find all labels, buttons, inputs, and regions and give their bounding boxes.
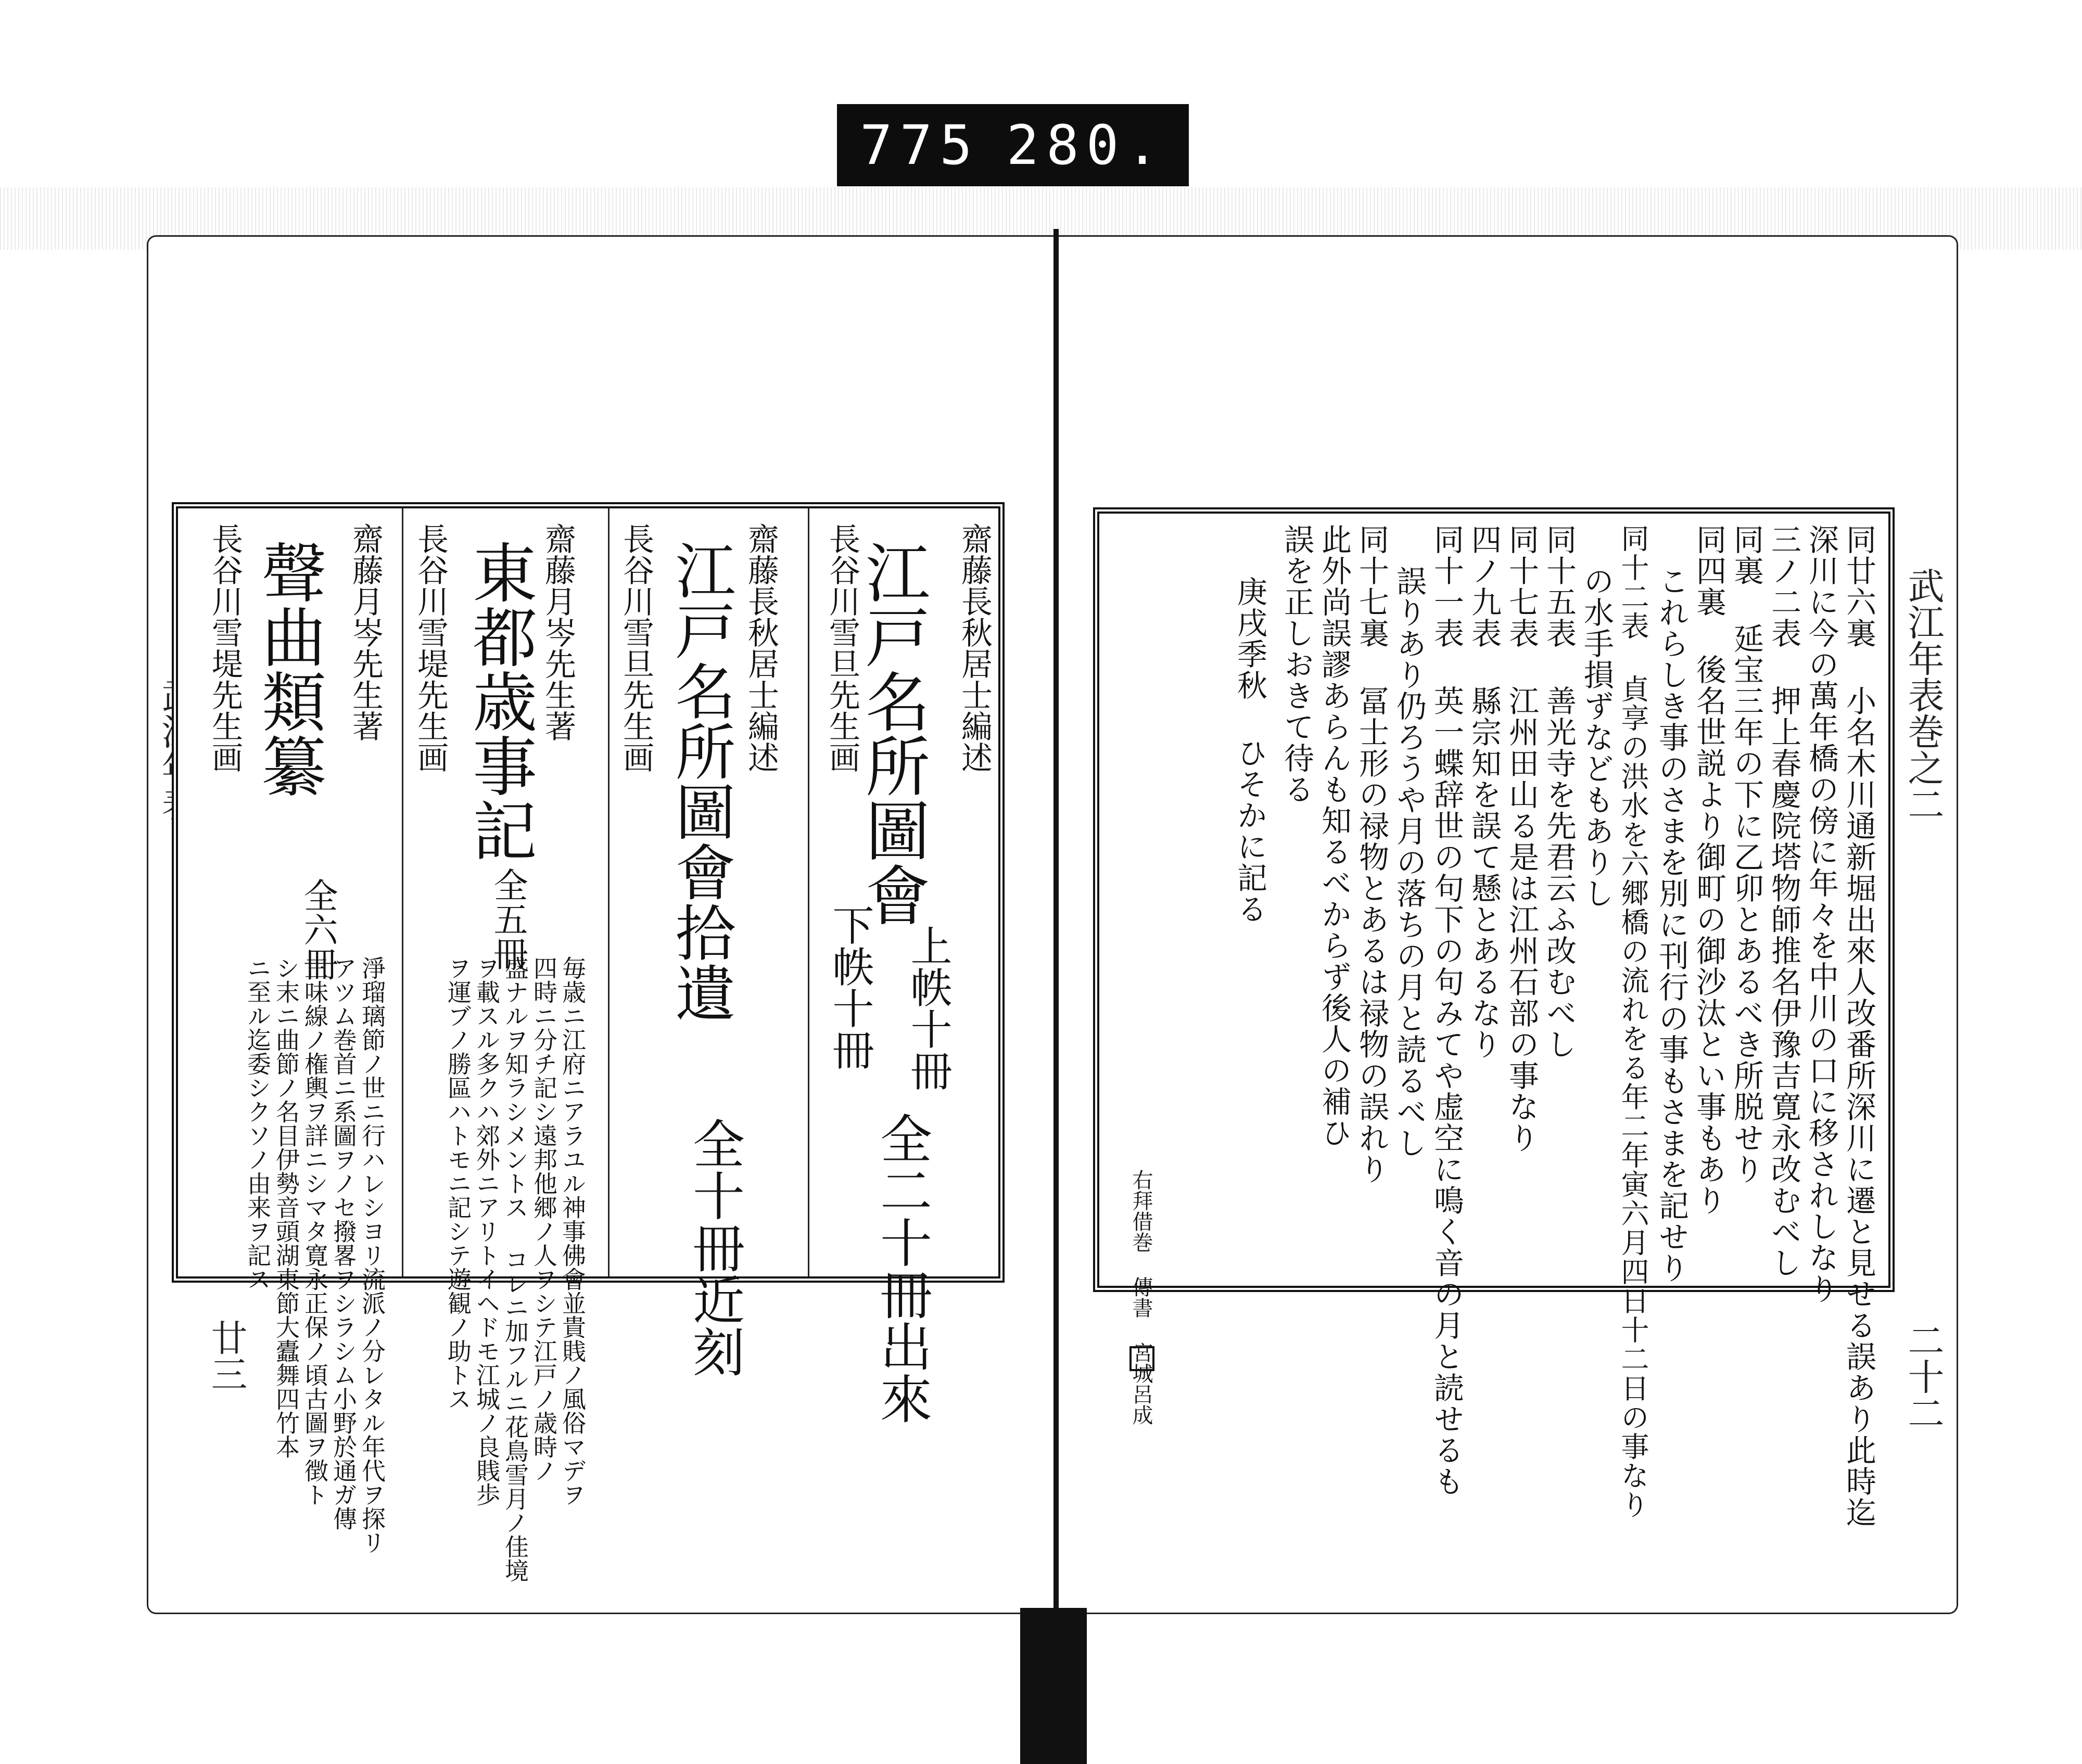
book3-description-line: ヲ載スル多クハ郊外ニアリトイヘドモ江城ノ良賎歩 — [473, 956, 501, 1506]
errata-line: の水手損ずなどもありし — [1579, 566, 1614, 909]
book1-illustrator: 長谷川雪旦先生画 — [824, 523, 860, 773]
colophon: 右拜借巻 傳書 宮城呂成 — [1129, 1169, 1153, 1425]
owner-seal — [1129, 1346, 1154, 1371]
book3-description-line: 四時ニ分チ記シ遠邦他郷ノ人ヲシテ江戸ノ歳時ノ — [530, 956, 558, 1482]
errata-line: 此外尚誤謬あらんも知るべからず後人の補ひ — [1316, 524, 1352, 1148]
book-gutter — [1053, 229, 1059, 1686]
errata-line: 同十一表 英一蝶辞世の句下の句みてや虚空に鳴く音の月と読せるも — [1429, 524, 1464, 1497]
errata-line: 同四裏 後名世説より御町の御沙汰とい事もあり — [1691, 524, 1726, 1216]
errata-line: 同十七裏 冨士形の禄物とあるは禄物の誤れり — [1354, 524, 1389, 1185]
book3-description-line: 盛ナルヲ知ラシメントス コレニ加フルニ花鳥雪月ノ佳境 — [501, 956, 529, 1582]
book4-description-line: 淨瑠璃節ノ世ニ行ハレシヨリ流派ノ分レタル年代ヲ探リ — [358, 956, 386, 1554]
book3-author: 齋藤月岑先生著 — [540, 523, 576, 742]
book-spine-shadow — [1020, 1608, 1087, 1764]
book3-description-line: 毎歳ニ江府ニアラユル神事佛會並貴賎ノ風俗マデヲ — [558, 956, 587, 1506]
column-divider-1 — [808, 508, 809, 1276]
book1-author: 齋藤長秋居士編述 — [956, 523, 993, 773]
book2-illustrator: 長谷川雪旦先生画 — [618, 523, 654, 773]
left-folio: 廿三 — [205, 1319, 248, 1392]
book1-volumes-lower: 下帙十冊 — [826, 904, 874, 1070]
book3-illustrator: 長谷川雪堤先生画 — [412, 523, 449, 773]
errata-line: 四ノ九表 縣宗知を誤て懸とあるなり — [1466, 524, 1502, 1060]
errata-line: 深川に今の萬年橋の傍に年々を中川の口に移されしなり — [1804, 524, 1839, 1305]
book4-volumes: 全六冊 — [298, 878, 338, 981]
book4-illustrator: 長谷川雪堤先生画 — [207, 523, 243, 773]
errata-line: 誤を正しおきて待る — [1279, 524, 1314, 805]
book4-title: 聲曲類纂 — [251, 540, 326, 798]
right-page-frame — [1093, 507, 1895, 1528]
errata-line: 同廿六裏 小名木川通新堀出來人改番所深川に遷と見せる誤あり此時迄 — [1841, 524, 1876, 1528]
book3-title: 東都歳事記 — [462, 540, 537, 862]
errata-line: 同十五表 善光寺を先君云ふ改むべし — [1541, 524, 1577, 1060]
book3-volumes: 全五冊 — [488, 867, 528, 970]
errata-line: 同十二表 貞享の洪水を六郷橋の流れをる年二年寅六月四日十二日の事なり — [1617, 524, 1649, 1519]
book1-status: 全二十冊出來 — [871, 1112, 932, 1424]
errata-line: 同十七表 江州田山る是は江州石部の事なり — [1504, 524, 1539, 1154]
column-divider-3 — [402, 508, 403, 1276]
right-folio: 二十二 — [1902, 1322, 1945, 1431]
book3-description-line: ヲ運ブノ勝區ハトモニ記シテ遊観ノ助トス — [444, 956, 472, 1411]
errata-line: 誤りあり仍ろうや月の落ちの月と読るべし — [1391, 566, 1427, 1159]
book2-title: 江戸名所圖會拾遺 — [665, 540, 735, 1022]
book4-author: 齋藤月岑先生著 — [347, 523, 384, 742]
right-edge-label: 武江年表巻之二 — [1902, 567, 1945, 822]
book4-description-line: ニ至ル迄委シクソノ由来ヲ記ス — [244, 956, 272, 1291]
errata-signoff: 庚戌季秋 ひそかに記る — [1232, 576, 1267, 925]
book4-description-line: シ末ニ曲節ノ名目伊勢音頭湖東節大蠹舞四竹本 — [272, 956, 300, 1459]
call-number-label — [837, 104, 1189, 186]
call-number-right: 280. — [1006, 113, 1166, 177]
errata-line: 三ノ二表 押上春慶院塔物師推名伊豫吉寛永改むべし — [1766, 524, 1801, 1279]
book2-author: 齋藤長秋居士編述 — [743, 523, 779, 773]
call-number-left: 775 — [860, 113, 980, 177]
column-divider-2 — [608, 508, 610, 1276]
book2-status: 全十冊近刻 — [684, 1117, 745, 1377]
errata-line: 同裏 延宝三年の下に乙卯とあるべき所脱せり — [1729, 524, 1764, 1185]
book4-description-line: 三味線ノ権輿ヲ詳ニシマタ寛永正保ノ頃古圖ヲ徴ト — [301, 956, 329, 1506]
errata-line: これらしき事のさまを別に刊行の事もさまを記せり — [1654, 566, 1689, 1284]
book4-description-line: アツム巻首ニ系圖ヲノセ撥畧ヲシラシム小野於通ガ傳 — [329, 956, 358, 1530]
book1-title: 江戸名所圖會 — [855, 540, 930, 927]
book1-volumes-upper: 上帙十冊 — [904, 925, 952, 1091]
